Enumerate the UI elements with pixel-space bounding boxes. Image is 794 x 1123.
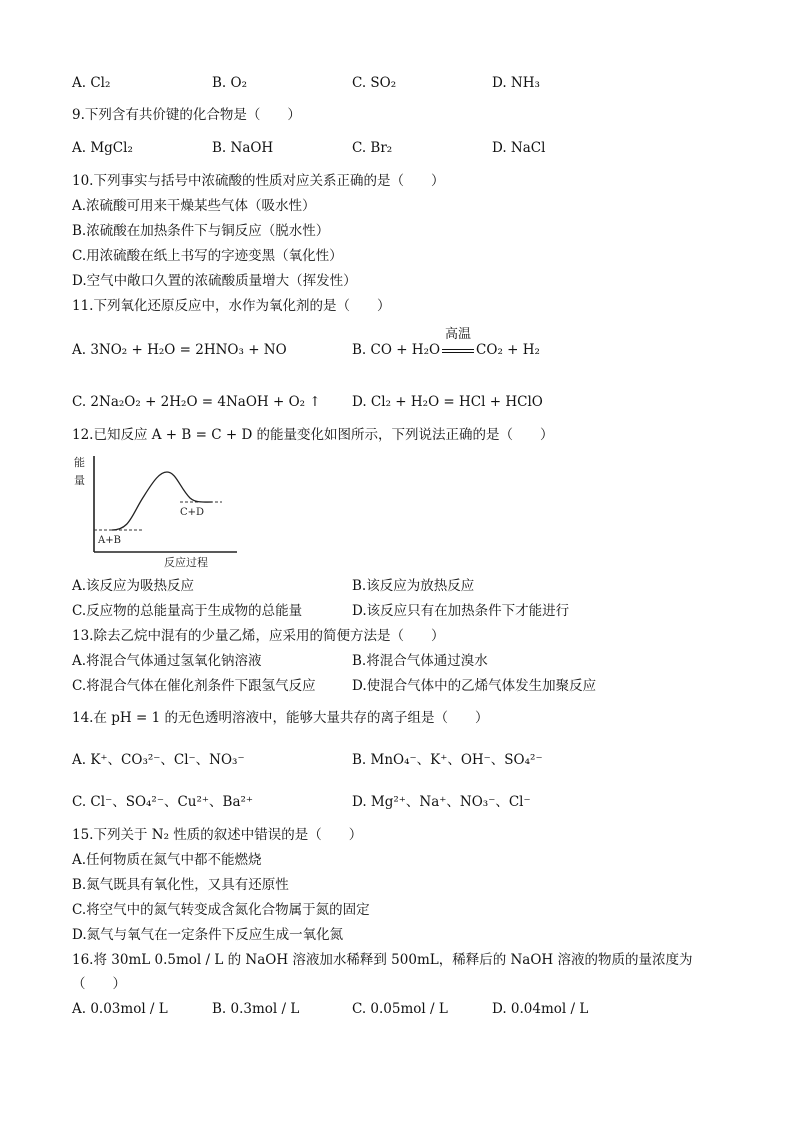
q10-option-a: A.浓硫酸可用来干燥某些气体（吸水性） xyxy=(72,198,316,214)
q15-stem: 15.下列关于 N₂ 性质的叙述中错误的是（ ） xyxy=(72,827,363,843)
q9-stem: 9.下列含有共价键的化合物是（ ） xyxy=(72,107,301,123)
q11-option-a: A. 3NO₂ + H₂O = 2HNO₃ + NO xyxy=(72,342,287,358)
energy-diagram xyxy=(72,452,242,570)
q14-option-a: A. K⁺、CO₃²⁻、Cl⁻、NO₃⁻ xyxy=(72,752,245,768)
q11-option-d: D. Cl₂ + H₂O = HCl + HClO xyxy=(352,394,543,410)
q13-stem: 13.除去乙烷中混有的少量乙烯，应采用的简便方法是（ ） xyxy=(72,628,445,644)
q11-option-b-right: CO₂ + H₂ xyxy=(476,342,540,358)
q11-option-b xyxy=(352,327,540,359)
q13-option-a: A.将混合气体通过氢氧化钠溶液 xyxy=(72,653,262,669)
q9-option-c: C. Br₂ xyxy=(352,140,393,156)
reactants-label: A+B xyxy=(98,535,121,546)
q12-option-c: C.反应物的总能量高于生成物的总能量 xyxy=(72,603,303,619)
q10-option-c: C.用浓硫酸在纸上书写的字迹变黑（氧化性） xyxy=(72,248,343,264)
q16-option-c: C. 0.05mol / L xyxy=(352,1001,448,1017)
q10-option-d: D.空气中敞口久置的浓硫酸质量增大（挥发性） xyxy=(72,273,357,289)
q14-stem: 14.在 pH = 1 的无色透明溶液中，能够大量共存的离子组是（ ） xyxy=(72,710,489,726)
y-label-1: 能 xyxy=(74,456,85,469)
q9-option-b: B. NaOH xyxy=(212,140,274,156)
q13-option-b: B.将混合气体通过溴水 xyxy=(352,653,488,669)
q14-option-b: B. MnO₄⁻、K⁺、OH⁻、SO₄²⁻ xyxy=(352,752,543,768)
q15-option-b: B.氮气既具有氧化性，又具有还原性 xyxy=(72,877,289,893)
q16-option-a: A. 0.03mol / L xyxy=(72,1001,168,1017)
q16-option-b: B. 0.3mol / L xyxy=(212,1001,300,1017)
q14-option-d: D. Mg²⁺、Na⁺、NO₃⁻、Cl⁻ xyxy=(352,794,531,810)
q16-stem-continuation: （ ） xyxy=(72,976,126,992)
q11-option-b-left: B. CO + H₂O xyxy=(352,342,441,358)
q8-option-c: C. SO₂ xyxy=(352,75,397,91)
q12-option-b: B.该反应为放热反应 xyxy=(352,578,475,594)
q11-condition-label: 高温 xyxy=(445,327,472,342)
q14-option-c: C. Cl⁻、SO₄²⁻、Cu²⁺、Ba²⁺ xyxy=(72,794,254,810)
q8-option-b: B. O₂ xyxy=(212,75,247,91)
q16-stem: 16.将 30mL 0.5mol / L 的 NaOH 溶液加水稀释到 500mL，稀释后的 NaOH 溶液的物质的量浓度为 xyxy=(72,952,693,968)
q9-option-d: D. NaCl xyxy=(492,140,546,156)
q16-option-d: D. 0.04mol / L xyxy=(492,1001,589,1017)
q10-option-b: B.浓硫酸在加热条件下与铜反应（脱水性） xyxy=(72,223,330,239)
q11-condition-arrow xyxy=(440,327,476,359)
q12-option-a: A.该反应为吸热反应 xyxy=(72,578,195,594)
q8-option-a: A. Cl₂ xyxy=(72,75,111,91)
q12-option-d: D.该反应只有在加热条件下才能进行 xyxy=(352,603,570,619)
y-label-2: 量 xyxy=(74,474,85,487)
q11-stem: 11.下列氧化还原反应中，水作为氧化剂的是（ ） xyxy=(72,298,391,314)
q12-stem: 12.已知反应 A + B = C + D 的能量变化如图所示，下列说法正确的是（ ） xyxy=(72,427,554,443)
q13-option-c: C.将混合气体在催化剂条件下跟氢气反应 xyxy=(72,678,316,694)
q15-option-a: A.任何物质在氮气中都不能燃烧 xyxy=(72,852,262,868)
q10-stem: 10.下列事实与括号中浓硫酸的性质对应关系正确的是（ ） xyxy=(72,173,445,189)
q13-option-d: D.使混合气体中的乙烯气体发生加聚反应 xyxy=(352,678,597,694)
q9-option-a: A. MgCl₂ xyxy=(72,140,133,156)
q15-option-d: D.氮气与氧气在一定条件下反应生成一氧化氮 xyxy=(72,927,344,943)
q15-option-c: C.将空气中的氮气转变成含氮化合物属于氮的固定 xyxy=(72,902,370,918)
energy-curve xyxy=(112,472,212,530)
energy-diagram-svg xyxy=(72,452,242,570)
products-label: C+D xyxy=(180,507,205,518)
x-label: 反应过程 xyxy=(164,556,208,569)
q11-option-c: C. 2Na₂O₂ + 2H₂O = 4NaOH + O₂ ↑ xyxy=(72,394,321,410)
q8-option-d: D. NH₃ xyxy=(492,75,540,91)
